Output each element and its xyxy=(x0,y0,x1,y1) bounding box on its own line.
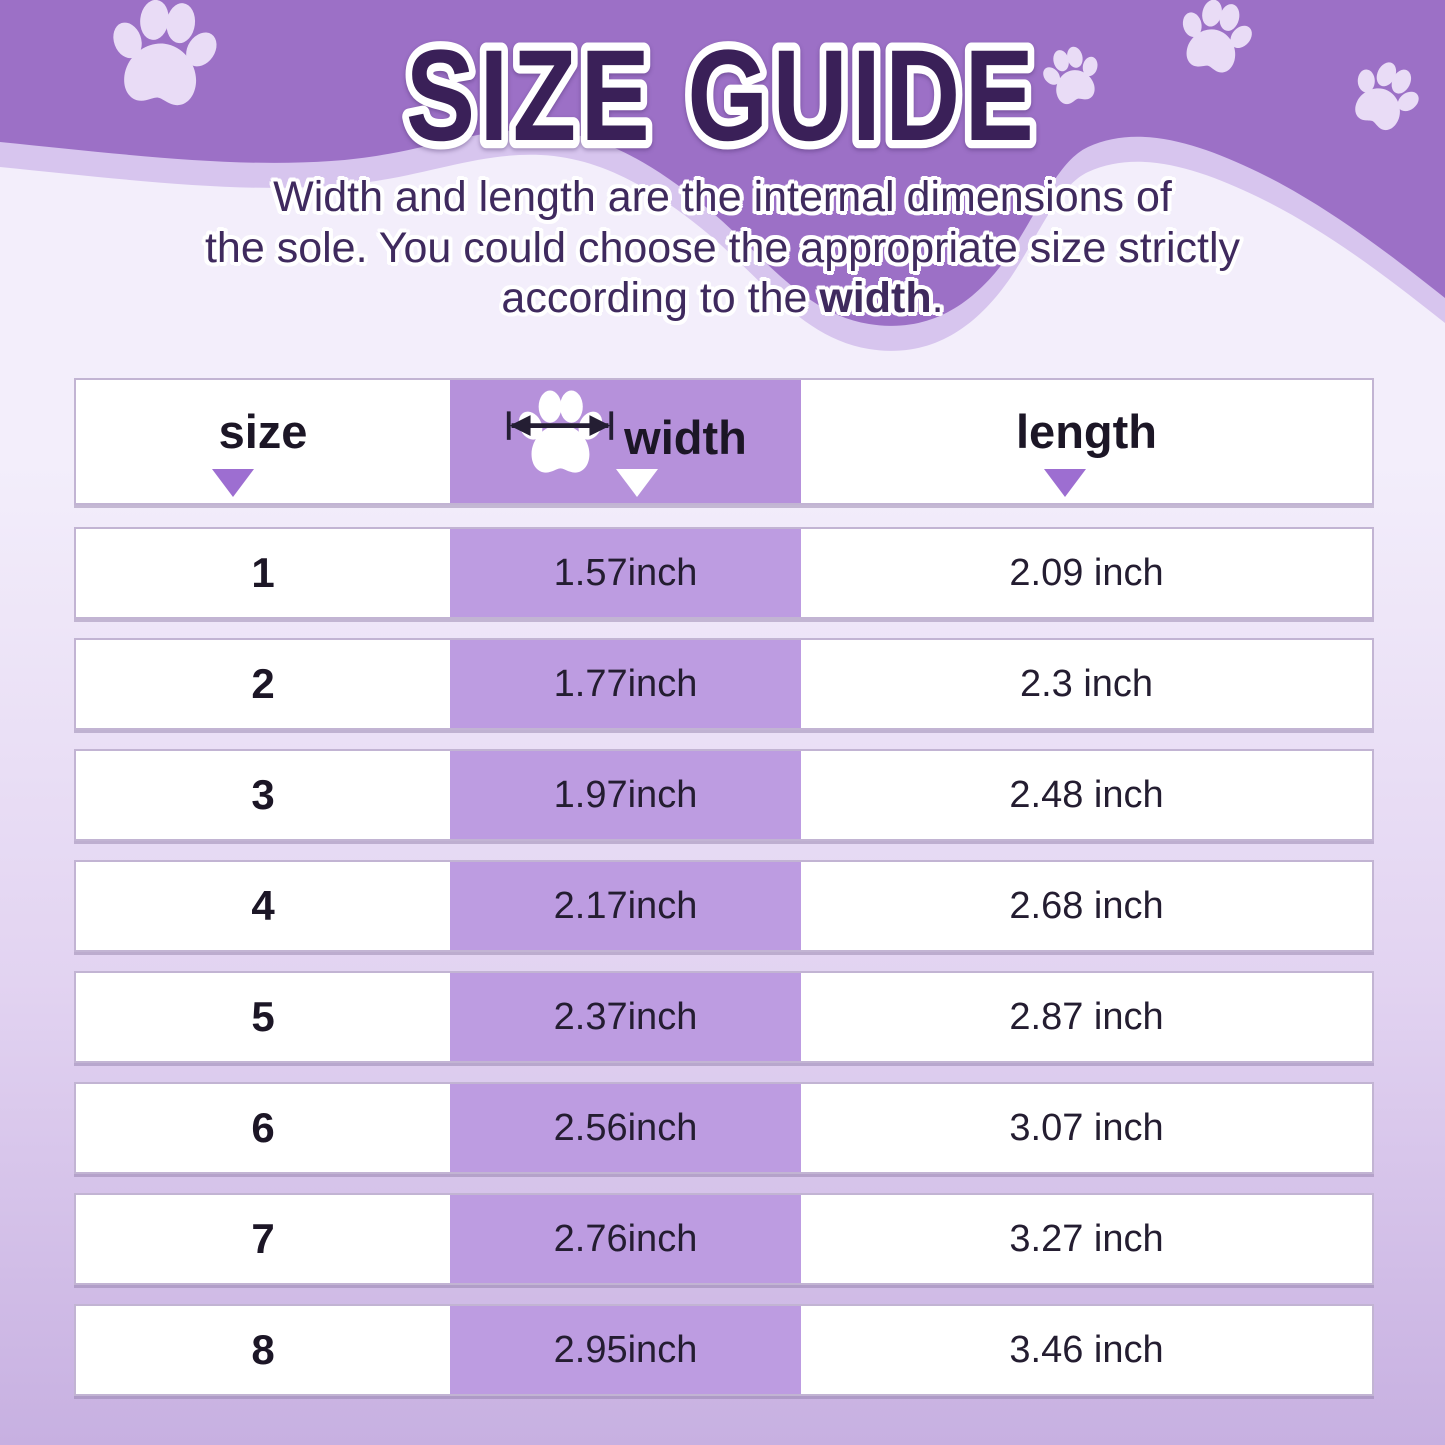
length-value: 2.68 inch xyxy=(1009,884,1164,927)
table-row xyxy=(74,1082,1374,1174)
size-value: 1 xyxy=(251,549,275,596)
title-banner xyxy=(0,10,1445,175)
size-value: 7 xyxy=(251,1215,275,1262)
size-table xyxy=(74,378,1374,1396)
page-title: SIZE GUIDE xyxy=(405,22,1039,168)
table-row xyxy=(74,1304,1374,1396)
size-table-header xyxy=(74,378,1374,505)
description xyxy=(0,172,1445,324)
paw-with-width-arrow-icon xyxy=(504,385,616,489)
column-header-size: size xyxy=(218,405,308,458)
table-row xyxy=(74,860,1374,952)
size-value: 2 xyxy=(251,660,275,707)
width-value: 1.97inch xyxy=(553,773,698,816)
width-value: 1.57inch xyxy=(553,551,698,594)
length-value: 3.07 inch xyxy=(1009,1106,1164,1149)
description-line xyxy=(0,273,1445,324)
length-value: 2.48 inch xyxy=(1009,773,1164,816)
length-value: 3.27 inch xyxy=(1009,1217,1164,1260)
width-value: 1.77inch xyxy=(553,662,698,705)
table-row xyxy=(74,971,1374,1063)
size-value: 5 xyxy=(251,993,275,1040)
size-value: 8 xyxy=(251,1326,275,1373)
description-text: according to the xyxy=(501,274,820,323)
description-line: Width and length are the internal dimensions of xyxy=(273,173,1172,221)
triangle-down-icon xyxy=(616,469,658,497)
table-row xyxy=(74,527,1374,619)
width-value: 2.56inch xyxy=(553,1106,698,1149)
table-row xyxy=(74,1193,1374,1285)
column-header-length: length xyxy=(1016,405,1157,458)
width-value: 2.37inch xyxy=(553,995,698,1038)
length-value: 2.09 inch xyxy=(1009,551,1164,594)
length-value: 3.46 inch xyxy=(1009,1328,1164,1371)
description-emphasis: width xyxy=(819,274,932,323)
size-value: 4 xyxy=(251,882,275,929)
width-value: 2.95inch xyxy=(553,1328,698,1371)
column-header-width-label: width xyxy=(624,410,747,464)
triangle-down-icon xyxy=(1044,469,1086,497)
size-value: 6 xyxy=(251,1104,275,1151)
width-value: 2.76inch xyxy=(553,1217,698,1260)
triangle-down-icon xyxy=(212,469,254,497)
length-value: 2.3 inch xyxy=(1019,662,1154,705)
table-row xyxy=(74,638,1374,730)
size-value: 3 xyxy=(251,771,275,818)
length-value: 2.87 inch xyxy=(1009,995,1164,1038)
description-line: the sole. You could choose the appropriate size strictly xyxy=(204,223,1241,272)
width-value: 2.17inch xyxy=(553,884,698,927)
description-text: . xyxy=(931,274,944,323)
table-row xyxy=(74,749,1374,841)
